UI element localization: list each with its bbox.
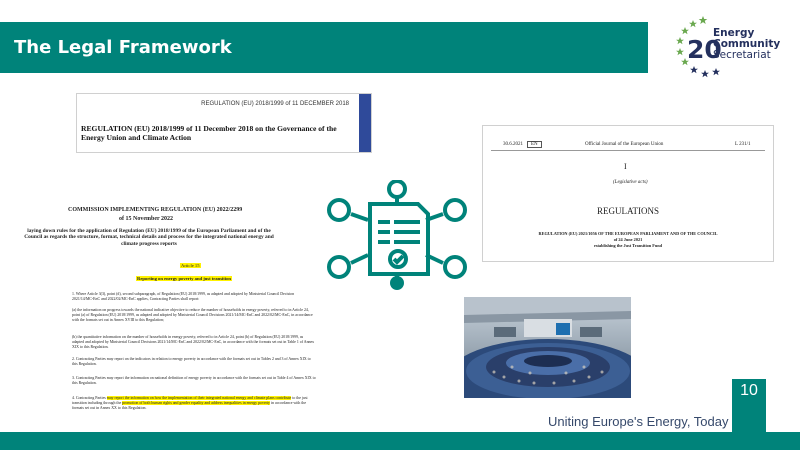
doc2-description: laying down rules for the application of Regulation (EU) 2018/1999 of the European Parliament and of the Council as regards the structure, format, technical details and process for the integrated national energy and climate progress reports <box>24 228 274 247</box>
page-number: 10 <box>732 379 766 432</box>
oj-journal-name: Official Journal of the European Union <box>585 142 664 147</box>
footer-bar <box>0 432 800 450</box>
doc2-paragraph-4 <box>72 396 316 411</box>
logo-wordmark <box>713 28 780 61</box>
implementing-regulation-2022-2299-excerpt <box>16 200 316 410</box>
svg-text:20: 20 <box>687 35 722 64</box>
doc1-title: REGULATION (EU) 2018/1999 of 11 December 2018 on the Governance of the Energy Union and Climate Action <box>81 124 337 142</box>
doc2-article-number: Article 15 <box>181 263 200 268</box>
slide-title: The Legal Framework <box>14 37 232 58</box>
oj-reference: L 231/1 <box>735 142 751 147</box>
oj-header <box>483 140 773 150</box>
doc2-p4-highlight-2: promotion of both human rights and gender equality and address inequalities in energy poverty <box>122 401 270 405</box>
oj-date: 30.6.2021 <box>503 142 523 147</box>
oj-language: EN <box>527 141 542 148</box>
doc2-paragraph-1: 1. Where Article 3(3), point (d), second subparagraph, of Regulation (EU) 2018/1999, as adapted and adopted by Ministerial Council Decision 2021/14/MC-EnC and 2022/02/MC-EnC applies, Contracting Parties shall report: <box>72 292 295 301</box>
doc2-title: COMMISSION IMPLEMENTING REGULATION (EU) 2022/2299 <box>68 207 243 213</box>
doc2-paragraph-a: (a) the information on progress towards the national indicative objective to reduce the number of households in energy poverty, referred to in Article 24, point (a) of Regulation (EU) 2018/1999, as adapted and adopted by Ministerial Council Decisions 2021/14/MC-EnC and 2022/02/MC-EnC, in accordance with the formats set out in Annex XVIII to this Regulation; <box>72 308 313 322</box>
oj-title-line-1: REGULATION (EU) 2021/1056 OF THE EUROPEAN PARLIAMENT AND OF THE COUNCIL <box>538 231 718 236</box>
doc2-p4-middle: to the just transition including through the <box>72 396 308 405</box>
logo-line-community: Community <box>713 38 781 50</box>
doc2-p4-highlight-1: may report the information on how the implementation of their integrated national energy and climate plans contribute <box>106 396 292 400</box>
doc2-paragraph-2: 2. Contracting Parties may report on the indicators in relation to energy poverty in accordance with the formats set out in Tables 2 and 3 of Annex XIX to this Regulation. <box>72 357 311 366</box>
oj-regulations-heading: REGULATIONS <box>597 206 659 216</box>
doc1-header: REGULATION (EU) 2018/1999 of 11 DECEMBER 2018 <box>201 101 349 107</box>
slide-title-bar <box>0 22 648 73</box>
regulation-2021-1056-excerpt <box>482 125 774 262</box>
doc2-paragraph-3: 3. Contracting Parties may report the information on national definition of energy poverty in accordance with the formats set out in Table 4 of Annex XIX to this Regulation. <box>72 376 316 385</box>
doc1-blue-stripe <box>359 94 371 152</box>
oj-rule <box>491 150 765 151</box>
oj-section-numeral: I <box>624 162 627 171</box>
doc2-paragraph-b: (b) the quantitative information on the number of households in energy poverty, referred to in Article 24, point (b) of Regulation (EU) 2018/1999, as adapted and adopted by Ministerial Council Decisions 2021/14/MC-EnC and 2022/02/MC-EnC, in accordance with the formats set out in Table 1 of Annex XIX to this Regulation. <box>72 335 315 349</box>
conference-hall-photo <box>464 297 631 398</box>
logo-line-secretariat: Secretariat <box>713 49 771 61</box>
energy-community-logo <box>664 10 800 82</box>
oj-title-line-3: establishing the Just Transition Fund <box>593 243 663 248</box>
doc2-date: of 15 November 2022 <box>119 216 174 222</box>
oj-title-line-2: of 24 June 2021 <box>613 237 643 242</box>
oj-legislative-acts: (Legislative acts) <box>613 180 648 185</box>
doc2-p4-lead: 4. Contracting Parties <box>72 396 107 400</box>
logo-line-energy: Energy <box>713 27 755 39</box>
regulation-2018-1999-excerpt <box>76 93 372 153</box>
footer-tagline: Uniting Europe's Energy, Today <box>548 414 729 429</box>
doc2-article-title: Reporting on energy poverty and just transition <box>137 276 231 281</box>
doc2-p4-tail: in accordance with the formats set out in Annex XX to this Regulation. <box>72 401 307 410</box>
document-network-icon <box>318 180 478 290</box>
oj-regulation-title <box>483 231 773 249</box>
